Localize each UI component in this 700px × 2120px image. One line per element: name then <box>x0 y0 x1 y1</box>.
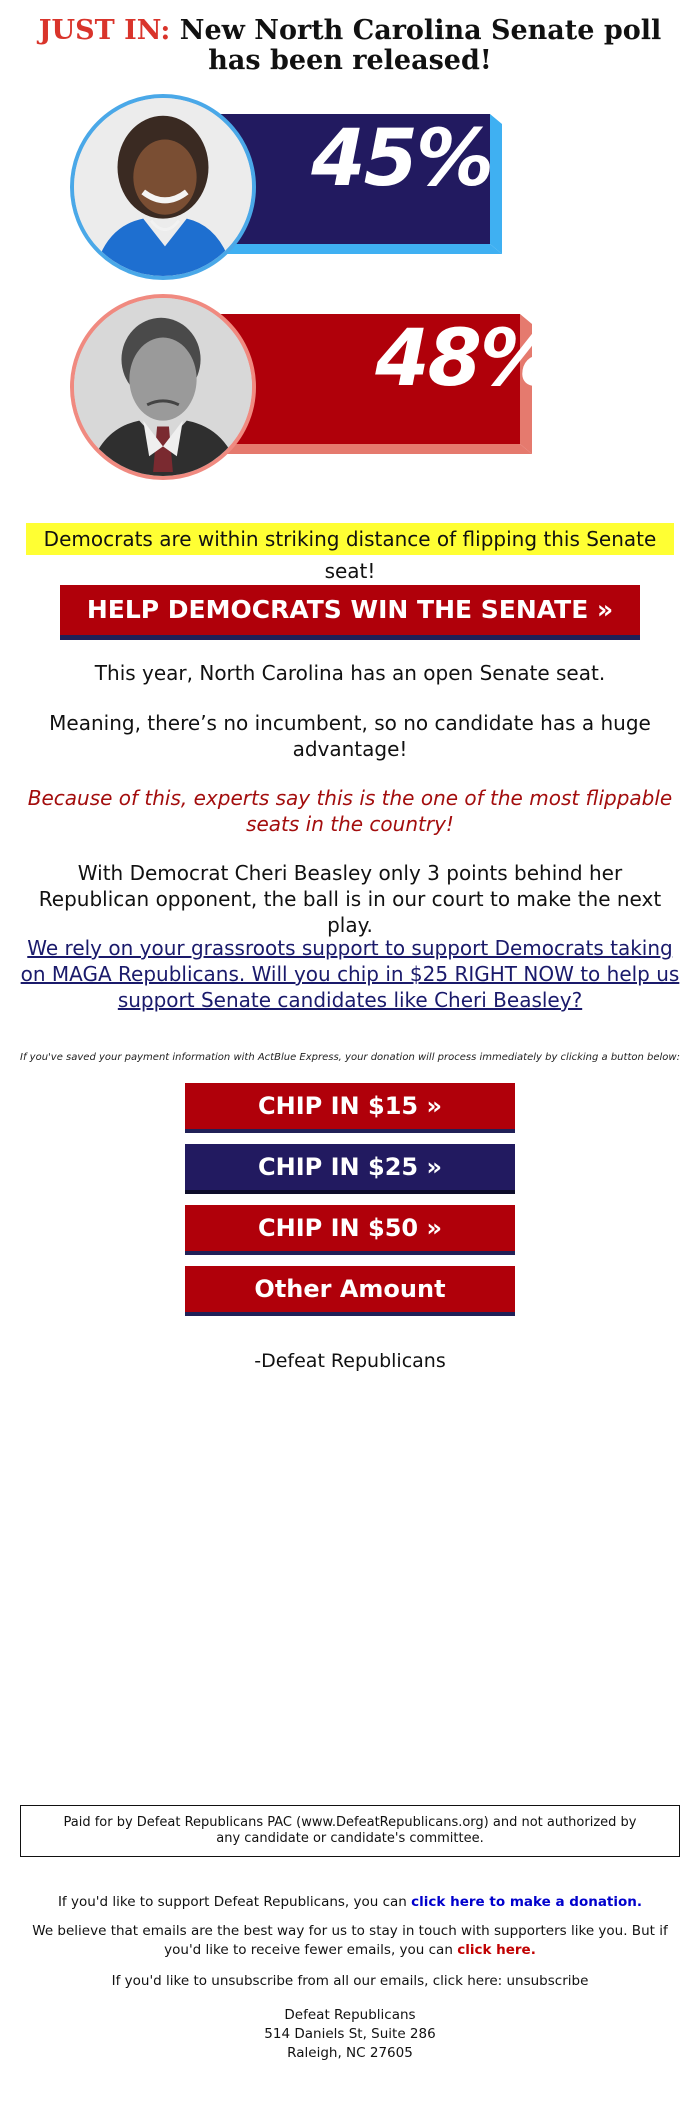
candidate-photo-opponent <box>70 294 256 480</box>
poll-result-democrat <box>70 92 550 282</box>
signature: -Defeat Republicans <box>254 1350 446 1372</box>
paid-for-disclaimer <box>20 1805 680 1857</box>
poll-percent-democrat: 45% <box>311 114 492 204</box>
chip-in-50-button[interactable]: CHIP IN $50 » <box>185 1205 515 1255</box>
other-amount-button[interactable]: Other Amount <box>185 1266 515 1316</box>
address-city: Raleigh, NC 27605 <box>287 2045 413 2061</box>
address-street: 514 Daniels St, Suite 286 <box>264 2026 436 2042</box>
actblue-fine-print: If you've saved your payment information with ActBlue Express, your donation will process immediately by clicking a button below: <box>20 1052 680 1063</box>
mailing-address <box>20 2006 680 2063</box>
paragraph-flippable: Because of this, experts say this is the one of the most flippable seats in the country! <box>27 786 673 836</box>
headline <box>20 16 680 76</box>
chip-in-25-button[interactable]: CHIP IN $25 » <box>185 1144 515 1194</box>
poll-percent-republican: 48% <box>375 314 556 404</box>
make-donation-link[interactable]: click here to make a donation. <box>411 1894 643 1910</box>
footer-support-text: If you'd like to support Defeat Republicans, you can <box>57 1894 407 1910</box>
paragraph-points-behind: With Democrat Cheri Beasley only 3 points behind her Republican opponent, the ball is in our court to make the next play. <box>38 861 662 937</box>
footer-unsubscribe-line <box>20 1972 680 1991</box>
footer-support-line <box>20 1893 680 1912</box>
footer-unsub-text: If you'd like to unsubscribe from all our emails, click here: <box>111 1973 503 1989</box>
headline-prefix: JUST IN: <box>38 15 171 46</box>
highlight-banner: Democrats are within striking distance of flipping this Senate seat! <box>26 523 674 555</box>
fewer-emails-link[interactable]: click here. <box>457 1942 536 1958</box>
paragraph-no-incumbent: Meaning, there’s no incumbent, so no candidate has a huge advantage! <box>49 711 651 761</box>
headline-text: New North Carolina Senate poll has been released! <box>179 15 662 76</box>
unsubscribe-link[interactable]: unsubscribe <box>506 1973 589 1989</box>
donate-ask-link[interactable]: We rely on your grassroots support to support Democrats taking on MAGA Republicans. Will you chip in $25 RIGHT NOW to help us support Senate candidates like Cheri Beasley? <box>20 936 680 1012</box>
footer-fewer-text: We believe that emails are the best way for us to stay in touch with supporters like you. But if you'd like to receive fewer emails, you can <box>32 1923 668 1958</box>
chip-in-15-button[interactable]: CHIP IN $15 » <box>185 1083 515 1133</box>
paragraph-open-seat: This year, North Carolina has an open Senate seat. <box>94 661 606 685</box>
address-org: Defeat Republicans <box>284 2007 416 2023</box>
footer-fewer-emails-line <box>20 1922 680 1960</box>
help-democrats-win-senate-button[interactable]: HELP DEMOCRATS WIN THE SENATE » <box>60 585 640 640</box>
candidate-photo-beasley <box>70 94 256 280</box>
poll-result-republican <box>70 292 556 482</box>
disclaimer-text: Paid for by Defeat Republicans PAC (www.DefeatRepublicans.org) and not authorized by any candidate or candidate's committee. <box>63 1815 637 1846</box>
